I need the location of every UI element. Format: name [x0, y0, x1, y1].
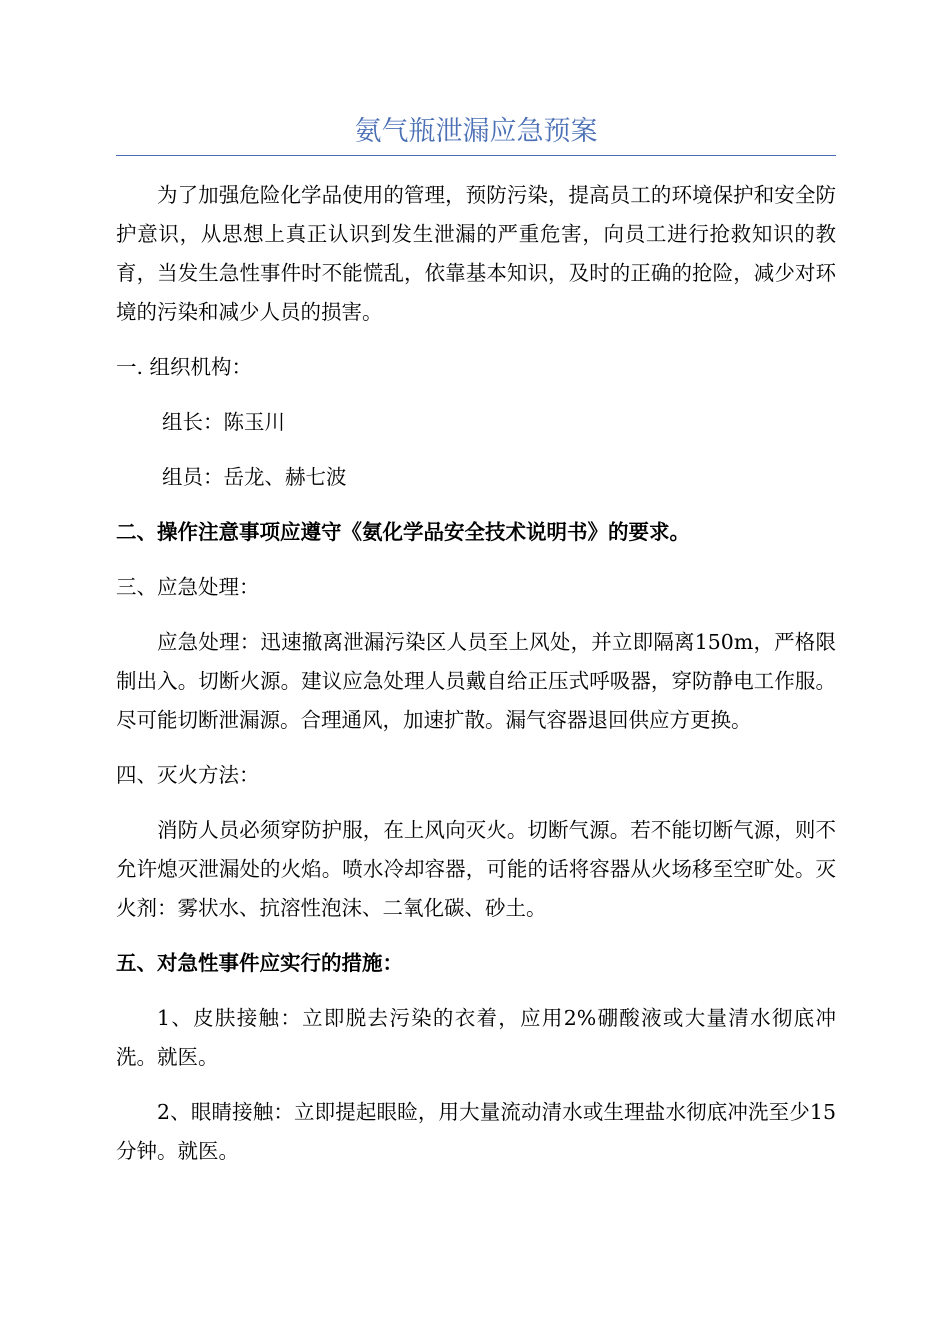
section-2-heading: 二、操作注意事项应遵守《氨化学品安全技术说明书》的要求。 — [116, 520, 690, 544]
section-5-item-2: 2、眼睛接触：立即提起眼睑，用大量流动清水或生理盐水彻底冲洗至少15分钟。就医。 — [116, 1100, 836, 1163]
document-title: 氨气瓶泄漏应急预案 — [354, 116, 598, 147]
section-1-heading: 一. 组织机构： — [116, 355, 253, 379]
document-page — [116, 112, 836, 1171]
section-5-heading: 五、对急性事件应实行的措施： — [116, 951, 403, 975]
section-3-body: 应急处理：迅速撤离泄漏污染区人员至上风处，并立即隔离150m，严格限制出入。切断火源。建议应急处理人员戴自给正压式呼吸器，穿防静电工作服。尽可能切断泄漏源。合理通风，加速扩散。漏气容器退回供应方更换。 — [116, 630, 836, 732]
team-members-line: 组员：岳龙、赫七波 — [162, 465, 347, 489]
section-4-body: 消防人员必须穿防护服，在上风向灭火。切断气源。若不能切断气源，则不允许熄灭泄漏处的火焰。喷水冷却容器，可能的话将容器从火场移至空旷处。灭火剂：雾状水、抗溶性泡沫、二氧化碳、砂土。 — [116, 818, 836, 920]
section-5-item-1: 1、皮肤接触：立即脱去污染的衣着，应用2%硼酸液或大量清水彻底冲洗。就医。 — [116, 1006, 836, 1069]
team-leader-line: 组长：陈玉川 — [162, 410, 285, 434]
section-3-heading: 三、应急处理： — [116, 575, 260, 599]
section-4-heading: 四、灭火方法： — [116, 763, 260, 787]
intro-paragraph: 为了加强危险化学品使用的管理，预防污染，提高员工的环境保护和安全防护意识，从思想上真正认识到发生泄漏的严重危害，向员工进行抢救知识的教育，当发生急性事件时不能慌乱，依靠基本知识，及时的正确的抢险，减少对环境的污染和减少人员的损害。 — [116, 183, 836, 324]
title-underline — [116, 155, 836, 156]
